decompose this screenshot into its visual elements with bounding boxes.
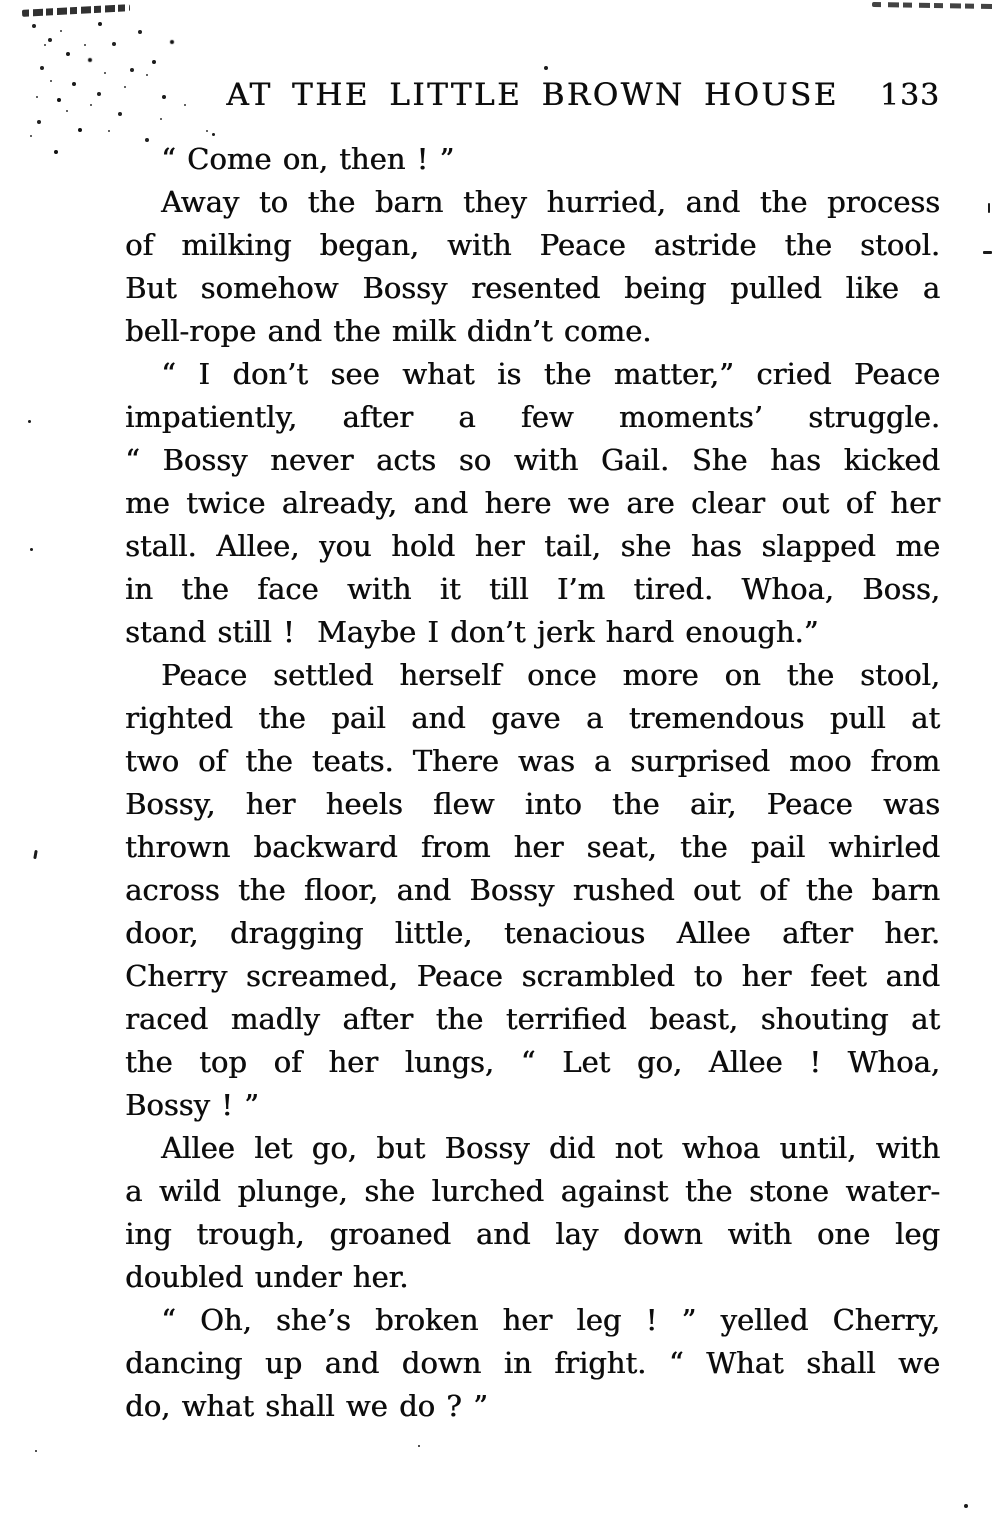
text-line: Away to the barn they hurried, and the process: [161, 185, 940, 219]
text-line: of milking began, with Peace astride the stool.: [125, 228, 940, 262]
scan-speck: [544, 66, 548, 70]
text-line: Cherry screamed, Peace scrambled to her feet and: [125, 959, 940, 993]
text-line: stand still ! Maybe I don’t jerk hard enough.”: [125, 615, 819, 649]
text-line: Peace settled herself once more on the stool,: [161, 658, 940, 692]
scan-speck-cluster: [0, 0, 4, 4]
text-line: But somehow Bossy resented being pulled like a: [125, 271, 940, 305]
text-line: stall. Allee, you hold her tail, she has slapped me: [125, 529, 940, 563]
scan-speck-cluster: [0, 0, 2, 2]
text-line: thrown backward from her seat, the pail whirled: [125, 830, 940, 864]
scan-speck: [30, 548, 33, 551]
scan-speck: [418, 1445, 420, 1447]
text-line: “ Bossy never acts so with Gail. She has kicked: [125, 443, 940, 477]
scan-speck: [28, 420, 31, 423]
page-number: 133: [879, 78, 940, 113]
text-line: righted the pail and gave a tremendous pull at: [125, 701, 940, 735]
text-line: bell-rope and the milk didn’t come.: [125, 314, 652, 348]
page-body: [125, 138, 940, 1428]
text-line: raced madly after the terrified beast, shouting at: [125, 1002, 940, 1036]
text-line: Bossy ! ”: [125, 1088, 259, 1122]
text-line: two of the teats. There was a surprised moo from: [125, 744, 940, 778]
scan-speck: [35, 1450, 37, 1452]
text-line: a wild plunge, she lurched against the stone water-: [125, 1174, 940, 1208]
scan-speck: [988, 203, 990, 213]
text-line: in the face with it till I’m tired. Whoa, Boss,: [125, 572, 940, 606]
text-line: me twice already, and here we are clear out of her: [125, 486, 940, 520]
text-line: the top of her lungs, “ Let go, Allee ! Whoa,: [125, 1045, 940, 1079]
scan-speck: [212, 133, 215, 136]
running-title: AT THE LITTLE BROWN HOUSE: [226, 77, 839, 113]
text-line: doubled under her.: [125, 1260, 409, 1294]
scan-speck: [33, 850, 38, 859]
scan-speck: [983, 251, 992, 254]
text-line: door, dragging little, tenacious Allee after her.: [125, 916, 940, 950]
ink-smudge-streak: [872, 2, 994, 9]
ink-smudge-streak: [22, 4, 130, 17]
text-line: “ Oh, she’s broken her leg ! ” yelled Cherry,: [161, 1303, 940, 1337]
text-line: “ Come on, then ! ”: [161, 142, 455, 176]
text-line: Bossy, her heels flew into the air, Peace was: [125, 787, 940, 821]
text-line: Allee let go, but Bossy did not whoa until, with: [161, 1131, 940, 1165]
text-line: dancing up and down in fright. “ What shall we: [125, 1346, 940, 1380]
text-line: do, what shall we do ? ”: [125, 1389, 488, 1423]
text-line: across the floor, and Bossy rushed out of the barn: [125, 873, 940, 907]
text-line: impatiently, after a few moments’ struggle.: [125, 400, 940, 434]
text-line: ing trough, groaned and lay down with one leg: [125, 1217, 940, 1251]
text-line: “ I don’t see what is the matter,” cried Peace: [161, 357, 940, 391]
page-header: [125, 76, 940, 114]
scan-speck: [964, 1504, 968, 1508]
